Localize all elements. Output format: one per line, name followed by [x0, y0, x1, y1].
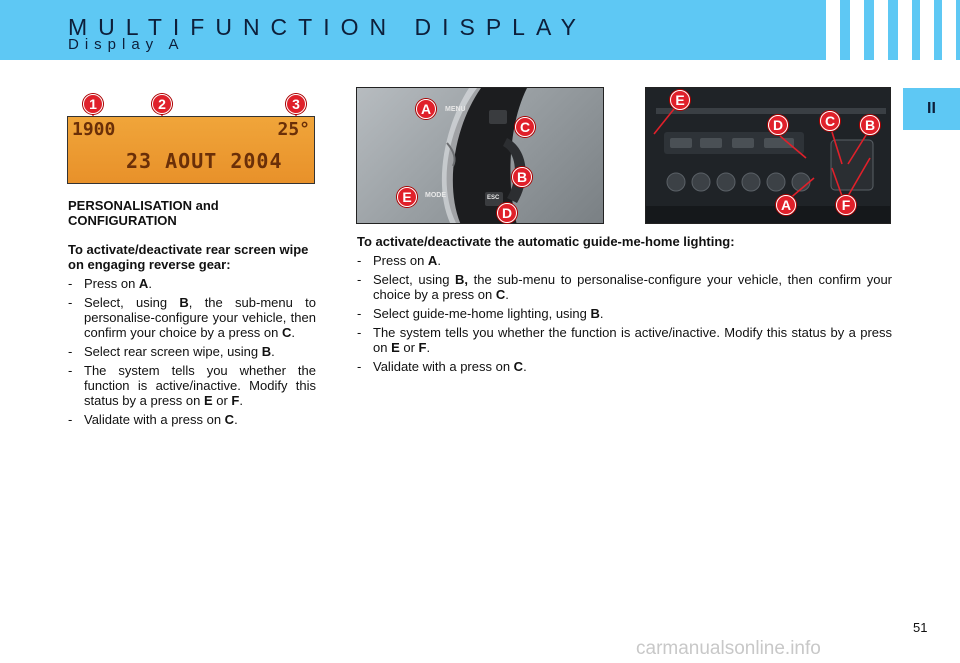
lcd-time: 1900 [72, 119, 116, 140]
callout-c-steering: C [515, 117, 535, 137]
callout-e-radio: E [670, 90, 690, 110]
callout-3: 3 [286, 94, 306, 114]
header-stripes [820, 0, 960, 60]
page-number: 51 [913, 620, 928, 635]
header-title: MULTIFUNCTION DISPLAY [68, 14, 587, 40]
callout-2: 2 [152, 94, 172, 114]
guide-me-home-steps [357, 253, 892, 374]
list-item: - Press on A. [357, 253, 441, 268]
callout-b-radio: B [860, 115, 880, 135]
list-item: - Validate with a press on C. [68, 412, 238, 427]
right-text-column [357, 234, 892, 378]
callout-c-radio: C [820, 111, 840, 131]
callout-f-radio: F [836, 195, 856, 215]
lcd-display [67, 116, 315, 184]
lcd-temperature: 25° [277, 119, 310, 140]
section-heading: PERSONALISATION and CONFIGURATION [68, 198, 219, 228]
chapter-tab: II [903, 88, 960, 130]
lcd-date: 23 AOUT 2004 [126, 149, 283, 173]
list-item: - Select guide-me-home lighting, using B. [357, 306, 604, 321]
list-item: - Press on A. [68, 276, 152, 291]
list-item: - Select, using B, the sub-menu to personalise-configure your vehicle, then confirm your choice by a press on C. [68, 295, 317, 340]
list-item: - Validate with a press on C. [357, 359, 527, 374]
menu-label: MENU [445, 106, 466, 113]
list-item: - Select rear screen wipe, using B. [68, 344, 275, 359]
callout-d-steering: D [497, 203, 517, 223]
esc-label: ESC [487, 195, 500, 201]
callout-b-steering: B [512, 167, 532, 187]
steering-control-photo [356, 87, 604, 224]
rear-wipe-steps [68, 276, 316, 427]
mode-label: MODE [425, 192, 446, 199]
callout-a-radio: A [776, 195, 796, 215]
watermark: carmanualsonline.info [636, 638, 821, 659]
page-header [0, 0, 960, 60]
steering-stalk-drawing [357, 88, 604, 224]
list-item: - The system tells you whether the function is active/inactive. Modify this status by a press on E or F. [68, 363, 316, 408]
header-subtitle: Display A [68, 36, 185, 53]
list-item: - The system tells you whether the function is active/inactive. Modify this status by a press on E or F. [357, 325, 892, 355]
rear-wipe-subheading: To activate/deactivate rear screen wipe on engaging reverse gear: [68, 242, 309, 272]
callout-1: 1 [83, 94, 103, 114]
callout-d-radio: D [768, 115, 788, 135]
list-item: - Select, using B, the sub-menu to personalise-configure your vehicle, then confirm your choice by a press on C. [357, 272, 893, 302]
guide-me-home-subheading: To activate/deactivate the automatic guide-me-home lighting: [357, 234, 735, 249]
callout-a-steering: A [416, 99, 436, 119]
left-text-column [68, 198, 316, 431]
callout-e-steering: E [397, 187, 417, 207]
